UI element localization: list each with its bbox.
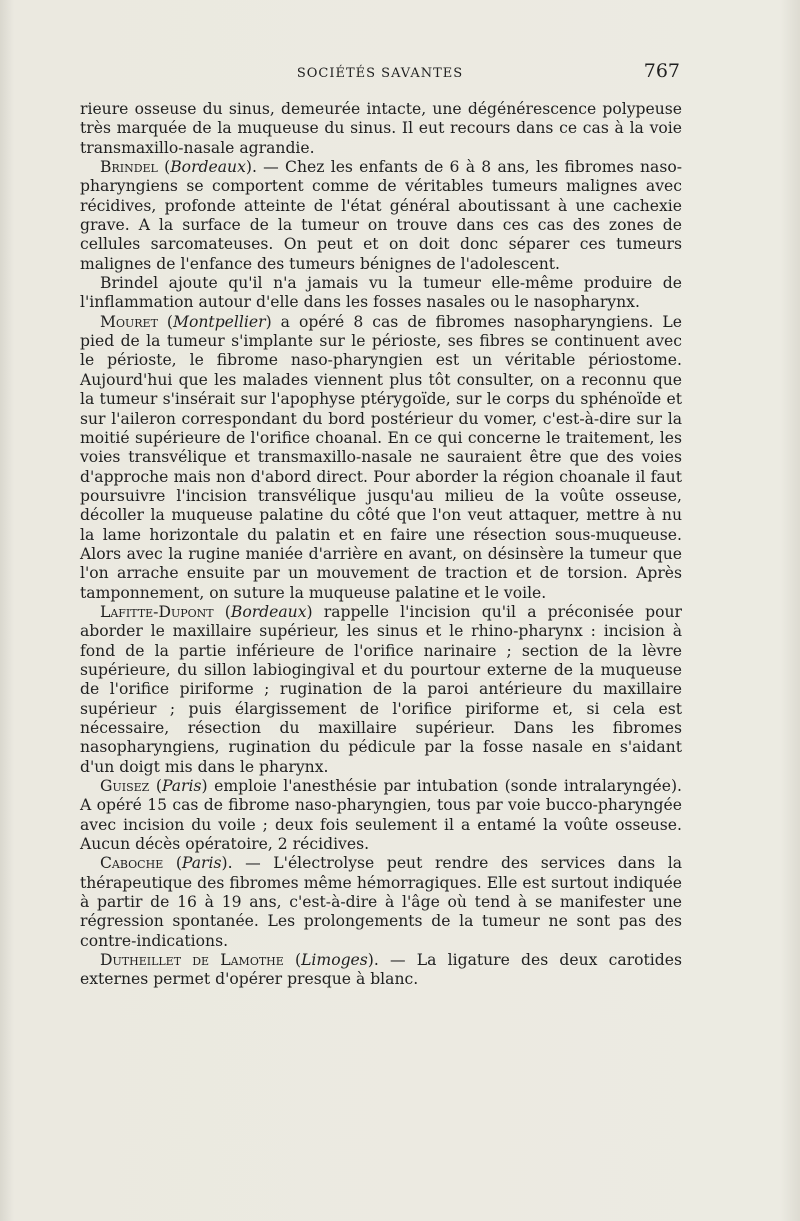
- page-number: 767: [643, 60, 680, 82]
- paragraph-text: a opéré 8 cas de fibromes nasopharyngiens. Le pied de la tumeur s'implante sur le périoste, ses fibres se continuent avec le périoste, le fibrome naso-pharyngien est un véritable périostome. Aujourd'hui que les malades viennent plus tôt consulter, on a reconnu que la tumeur s'insérait sur l'apophyse ptérygoïde, sur le corps du sphénoïde et sur l'aileron correspondant du bord postérieur du vomer, c'est-à-dire sur la moitié supérieure de l'orifice choanal. En ce qui concerne le traitement, les voies transvélique et transmaxillo-nasale ne sauraient être que des voies d'approche mais non d'abord direct. Pour aborder la région choanale il faut poursuivre l'incision transvélique jusqu'au milieu de la voûte osseuse, décoller la muqueuse palatine du côté que l'on veut attaquer, mettre à nu la lame horizontale du palatin et en faire une résection sous-muqueuse. Alors avec la rugine maniée d'arrière en avant, on désinsère la tumeur que l'on arrache ensuite par un mouvement de traction et de torsion. Après tamponnement, on suture la muqueuse palatine et le voile.: [80, 312, 682, 602]
- paragraph-brindel-addendum: [80, 274, 682, 313]
- author-city: Limoges: [301, 951, 368, 970]
- paragraph-continuation: [80, 100, 682, 158]
- paragraph-guisez: Guisez (Paris) emploie l'anesthésie par intubation (sonde intralaryngée). A opéré 15 cas de fibrome naso-pharyngien, tous par voie bucco-pharyngée avec incision du voile ; deux fois seulement il a entamé la voûte osseuse. Aucun décès opératoire, 2 récidives.: [80, 777, 682, 854]
- paragraph-mouret: Mouret (Montpellier) a opéré 8 cas de fibromes nasopharyngiens. Le pied de la tumeur s'implante sur le périoste, ses fibres se continuent avec le périoste, le fibrome naso-pharyngien est un véritable périostome. Aujourd'hui que les malades viennent plus tôt consulter, on a reconnu que la tumeur s'insérait sur l'apophyse ptérygoïde, sur le corps du sphénoïde et sur l'aileron correspondant du bord postérieur du vomer, c'est-à-dire sur la moitié supérieure de l'orifice choanal. En ce qui concerne le traitement, les voies transvélique et transmaxillo-nasale ne sauraient être que des voies d'approche mais non d'abord direct. Pour aborder la région choanale il faut poursuivre l'incision transvélique jusqu'au milieu de la voûte osseuse, décoller la muqueuse palatine du côté que l'on veut attaquer, mettre à nu la lame horizontale du palatin et en faire une résection sous-muqueuse. Alors avec la rugine maniée d'arrière en avant, on désinsère la tumeur que l'on arrache ensuite par un mouvement de traction et de torsion. Après tamponnement, on suture la muqueuse palatine et le voile.: [80, 312, 682, 602]
- paragraph-text: . — L'électrolyse peut rendre des services dans la thérapeutique des fibromes même hémorragiques. Elle est surtout indiquée à partir de 16 à 19 ans, c'est-à-dire à l'âge où tend à se manifester une régression spontanée. Les prolongements de la tumeur ne sont pas des contre-indications.: [80, 854, 682, 950]
- page-header: [80, 60, 680, 90]
- paragraph-brindel: Brindel (Bordeaux). — Chez les enfants de 6 à 8 ans, les fibromes naso-pharyngiens se comportent comme de véritables tumeurs malignes avec récidives, profonde atteinte de l'état général aboutissant à une cachexie grave. A la surface de la tumeur on trouve dans ces cas des zones de cellules sarcomateuses. On peut et on doit donc séparer ces tumeurs malignes de l'enfance des tumeurs bénignes de l'adolescent.: [80, 158, 682, 273]
- author-city: Bordeaux: [170, 158, 246, 177]
- paragraph-text: Brindel ajoute qu'il n'a jamais vu la tumeur elle-même produire de l'inflammation autour d'elle dans les fosses nasales ou le nasopharynx.: [80, 274, 682, 312]
- running-title: SOCIÉTÉS SAVANTES: [296, 66, 464, 81]
- paragraph-text: . — La ligature des deux carotides externes permet d'opérer presque à blanc.: [80, 951, 682, 989]
- author-city: Montpellier: [173, 312, 266, 331]
- author-name: Caboche: [100, 854, 164, 873]
- paragraph-text: rieure osseuse du sinus, demeurée intacte, une dégénérescence polypeuse très marquée de la muqueuse du sinus. Il eut recours dans ce cas à la voie transmaxillo-nasale agrandie.: [80, 100, 682, 157]
- paragraph-text: emploie l'anesthésie par intubation (sonde intralaryngée). A opéré 15 cas de fibrome naso-pharyngien, tous par voie bucco-pharyngée avec incision du voile ; deux fois seulement il a entamé la voûte osseuse. Aucun décès opératoire, 2 récidives.: [80, 777, 682, 854]
- paragraph-dutheillet-de-lamothe: Dutheillet de Lamothe (Limoges). — La ligature des deux carotides externes permet d'opérer presque à blanc.: [80, 951, 682, 989]
- author-name: Mouret: [100, 312, 158, 331]
- author-name: Dutheillet de Lamothe: [100, 951, 284, 970]
- paragraph-text: rappelle l'incision qu'il a préconisée pour aborder le maxillaire supérieur, les sinus et le rhino-pharynx : incision à fond de la partie inférieure de l'orifice narinaire ; section de la lèvre supérieure, du sillon labiogingival et du pourtour externe de la muqueuse de l'orifice piriforme ; rugination de la paroi antérieure du maxillaire supérieur ; puis élargissement de l'orifice piriforme et, si cela est nécessaire, résection du maxillaire supérieur. Dans les fibromes nasopharyngiens, rugination du pédicule par la fosse nasale en s'aidant d'un doigt mis dans le pharynx.: [80, 602, 682, 776]
- author-city: Paris: [161, 777, 202, 796]
- page-body: [80, 100, 682, 990]
- author-name: Brindel: [100, 158, 158, 177]
- author-name: Guisez: [100, 777, 150, 796]
- author-city: Paris: [181, 854, 222, 873]
- paragraph-text: . — Chez les enfants de 6 à 8 ans, les fibromes naso-pharyngiens se comportent comme de véritables tumeurs malignes avec récidives, profonde atteinte de l'état général aboutissant à une cachexie grave. A la surface de la tumeur on trouve dans ces cas des zones de cellules sarcomateuses. On peut et on doit donc séparer ces tumeurs malignes de l'enfance des tumeurs bénignes de l'adolescent.: [80, 158, 682, 273]
- author-name: Lafitte-Dupont: [100, 602, 214, 621]
- author-city: Bordeaux: [230, 602, 307, 621]
- paragraph-lafitte-dupont: Lafitte-Dupont (Bordeaux) rappelle l'incision qu'il a préconisée pour aborder le maxillaire supérieur, les sinus et le rhino-pharynx : incision à fond de la partie inférieure de l'orifice narinaire ; section de la lèvre supérieure, du sillon labiogingival et du pourtour externe de la muqueuse de l'orifice piriforme ; rugination de la paroi antérieure du maxillaire supérieur ; puis élargissement de l'orifice piriforme et, si cela est nécessaire, résection du maxillaire supérieur. Dans les fibromes nasopharyngiens, rugination du pédicule par la fosse nasale en s'aidant d'un doigt mis dans le pharynx.: [80, 602, 682, 776]
- paragraph-caboche: Caboche (Paris). — L'électrolyse peut rendre des services dans la thérapeutique des fibromes même hémorragiques. Elle est surtout indiquée à partir de 16 à 19 ans, c'est-à-dire à l'âge où tend à se manifester une régression spontanée. Les prolongements de la tumeur ne sont pas des contre-indications.: [80, 854, 682, 950]
